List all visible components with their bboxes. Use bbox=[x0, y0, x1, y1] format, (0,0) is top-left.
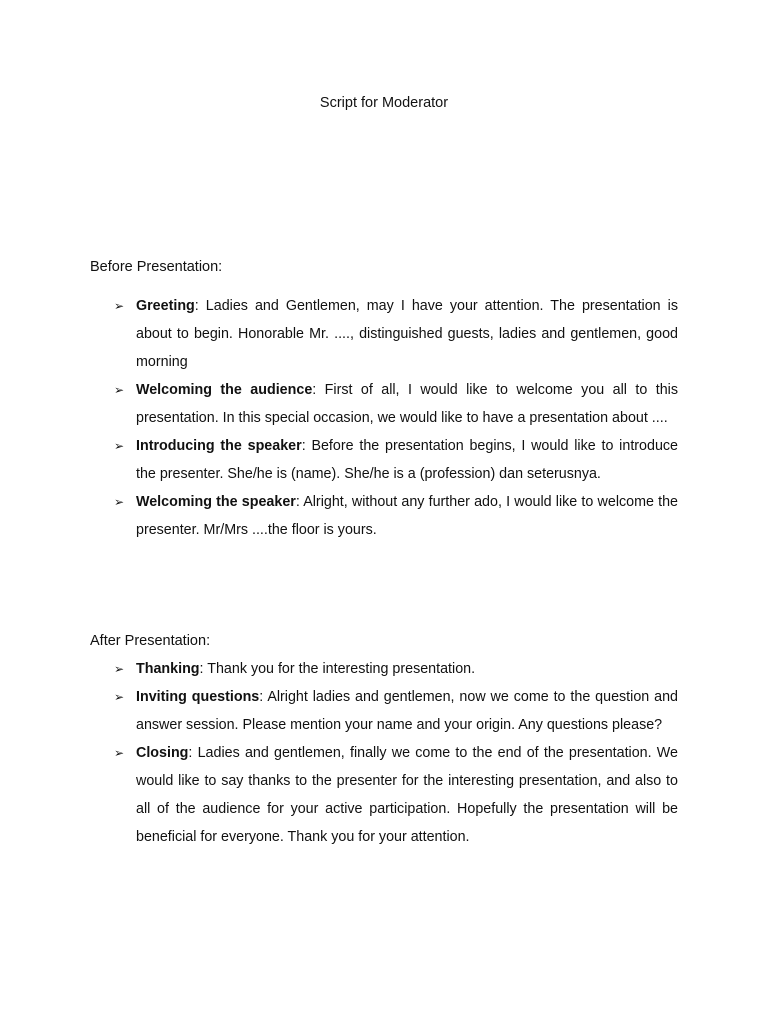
list-item-thanking bbox=[114, 655, 678, 683]
section-heading-after: After Presentation: bbox=[90, 633, 211, 649]
document-title: Script for Moderator bbox=[319, 95, 449, 111]
arrow-bullet-icon: ➢ bbox=[114, 495, 125, 509]
list-item-welcoming-speaker bbox=[114, 488, 678, 544]
list-item-closing bbox=[114, 739, 678, 851]
arrow-bullet-icon: ➢ bbox=[114, 746, 125, 760]
bullet-term: Closing bbox=[136, 745, 189, 761]
bullet-term: Introducing the speaker bbox=[136, 438, 302, 454]
list-item-introducing-speaker bbox=[114, 432, 678, 488]
after-presentation-list bbox=[114, 655, 678, 851]
bullet-text: : Alright, without any further ado, I would like to welcome the presenter. Mr/Mrs ....the floor is yours. bbox=[136, 494, 679, 538]
list-item-inviting-questions bbox=[114, 683, 678, 739]
list-item-greeting bbox=[114, 292, 678, 376]
bullet-term: Welcoming the audience bbox=[136, 382, 313, 398]
bullet-text: : Ladies and gentlemen, finally we come to the end of the presentation. We would like to say thanks to the presenter for the interesting presentation, and also to all of the audience for your active participation. Hopefully the presentation will be beneficial for everyone. Thank you for your attention. bbox=[136, 745, 678, 845]
bullet-term: Greeting bbox=[136, 298, 195, 314]
bullet-text: : Alright ladies and gentlemen, now we come to the question and answer session. Please mention your name and your origin. Any questions please? bbox=[136, 689, 678, 733]
list-item-welcoming-audience bbox=[114, 376, 678, 432]
before-presentation-list bbox=[114, 292, 678, 544]
section-heading-before: Before Presentation: bbox=[90, 259, 223, 275]
arrow-bullet-icon: ➢ bbox=[114, 299, 125, 313]
bullet-text: : Before the presentation begins, I would like to introduce the presenter. She/he is (name). She/he is a (profession) dan seterusnya. bbox=[136, 438, 679, 482]
arrow-bullet-icon: ➢ bbox=[114, 439, 125, 453]
bullet-term: Inviting questions bbox=[136, 689, 260, 705]
arrow-bullet-icon: ➢ bbox=[114, 383, 125, 397]
bullet-term: Welcoming the speaker bbox=[136, 494, 296, 510]
bullet-text: : First of all, I would like to welcome you all to this presentation. In this special occasion, we would like to have a presentation about .... bbox=[136, 382, 678, 426]
arrow-bullet-icon: ➢ bbox=[114, 690, 125, 704]
bullet-text: : Ladies and Gentlemen, may I have your attention. The presentation is about to begin. Honorable Mr. ...., distinguished guests, ladies and gentlemen, good morning bbox=[136, 298, 678, 370]
bullet-text: : Thank you for the interesting presentation. bbox=[199, 661, 476, 677]
bullet-term: Thanking bbox=[136, 661, 200, 677]
arrow-bullet-icon: ➢ bbox=[114, 662, 125, 676]
